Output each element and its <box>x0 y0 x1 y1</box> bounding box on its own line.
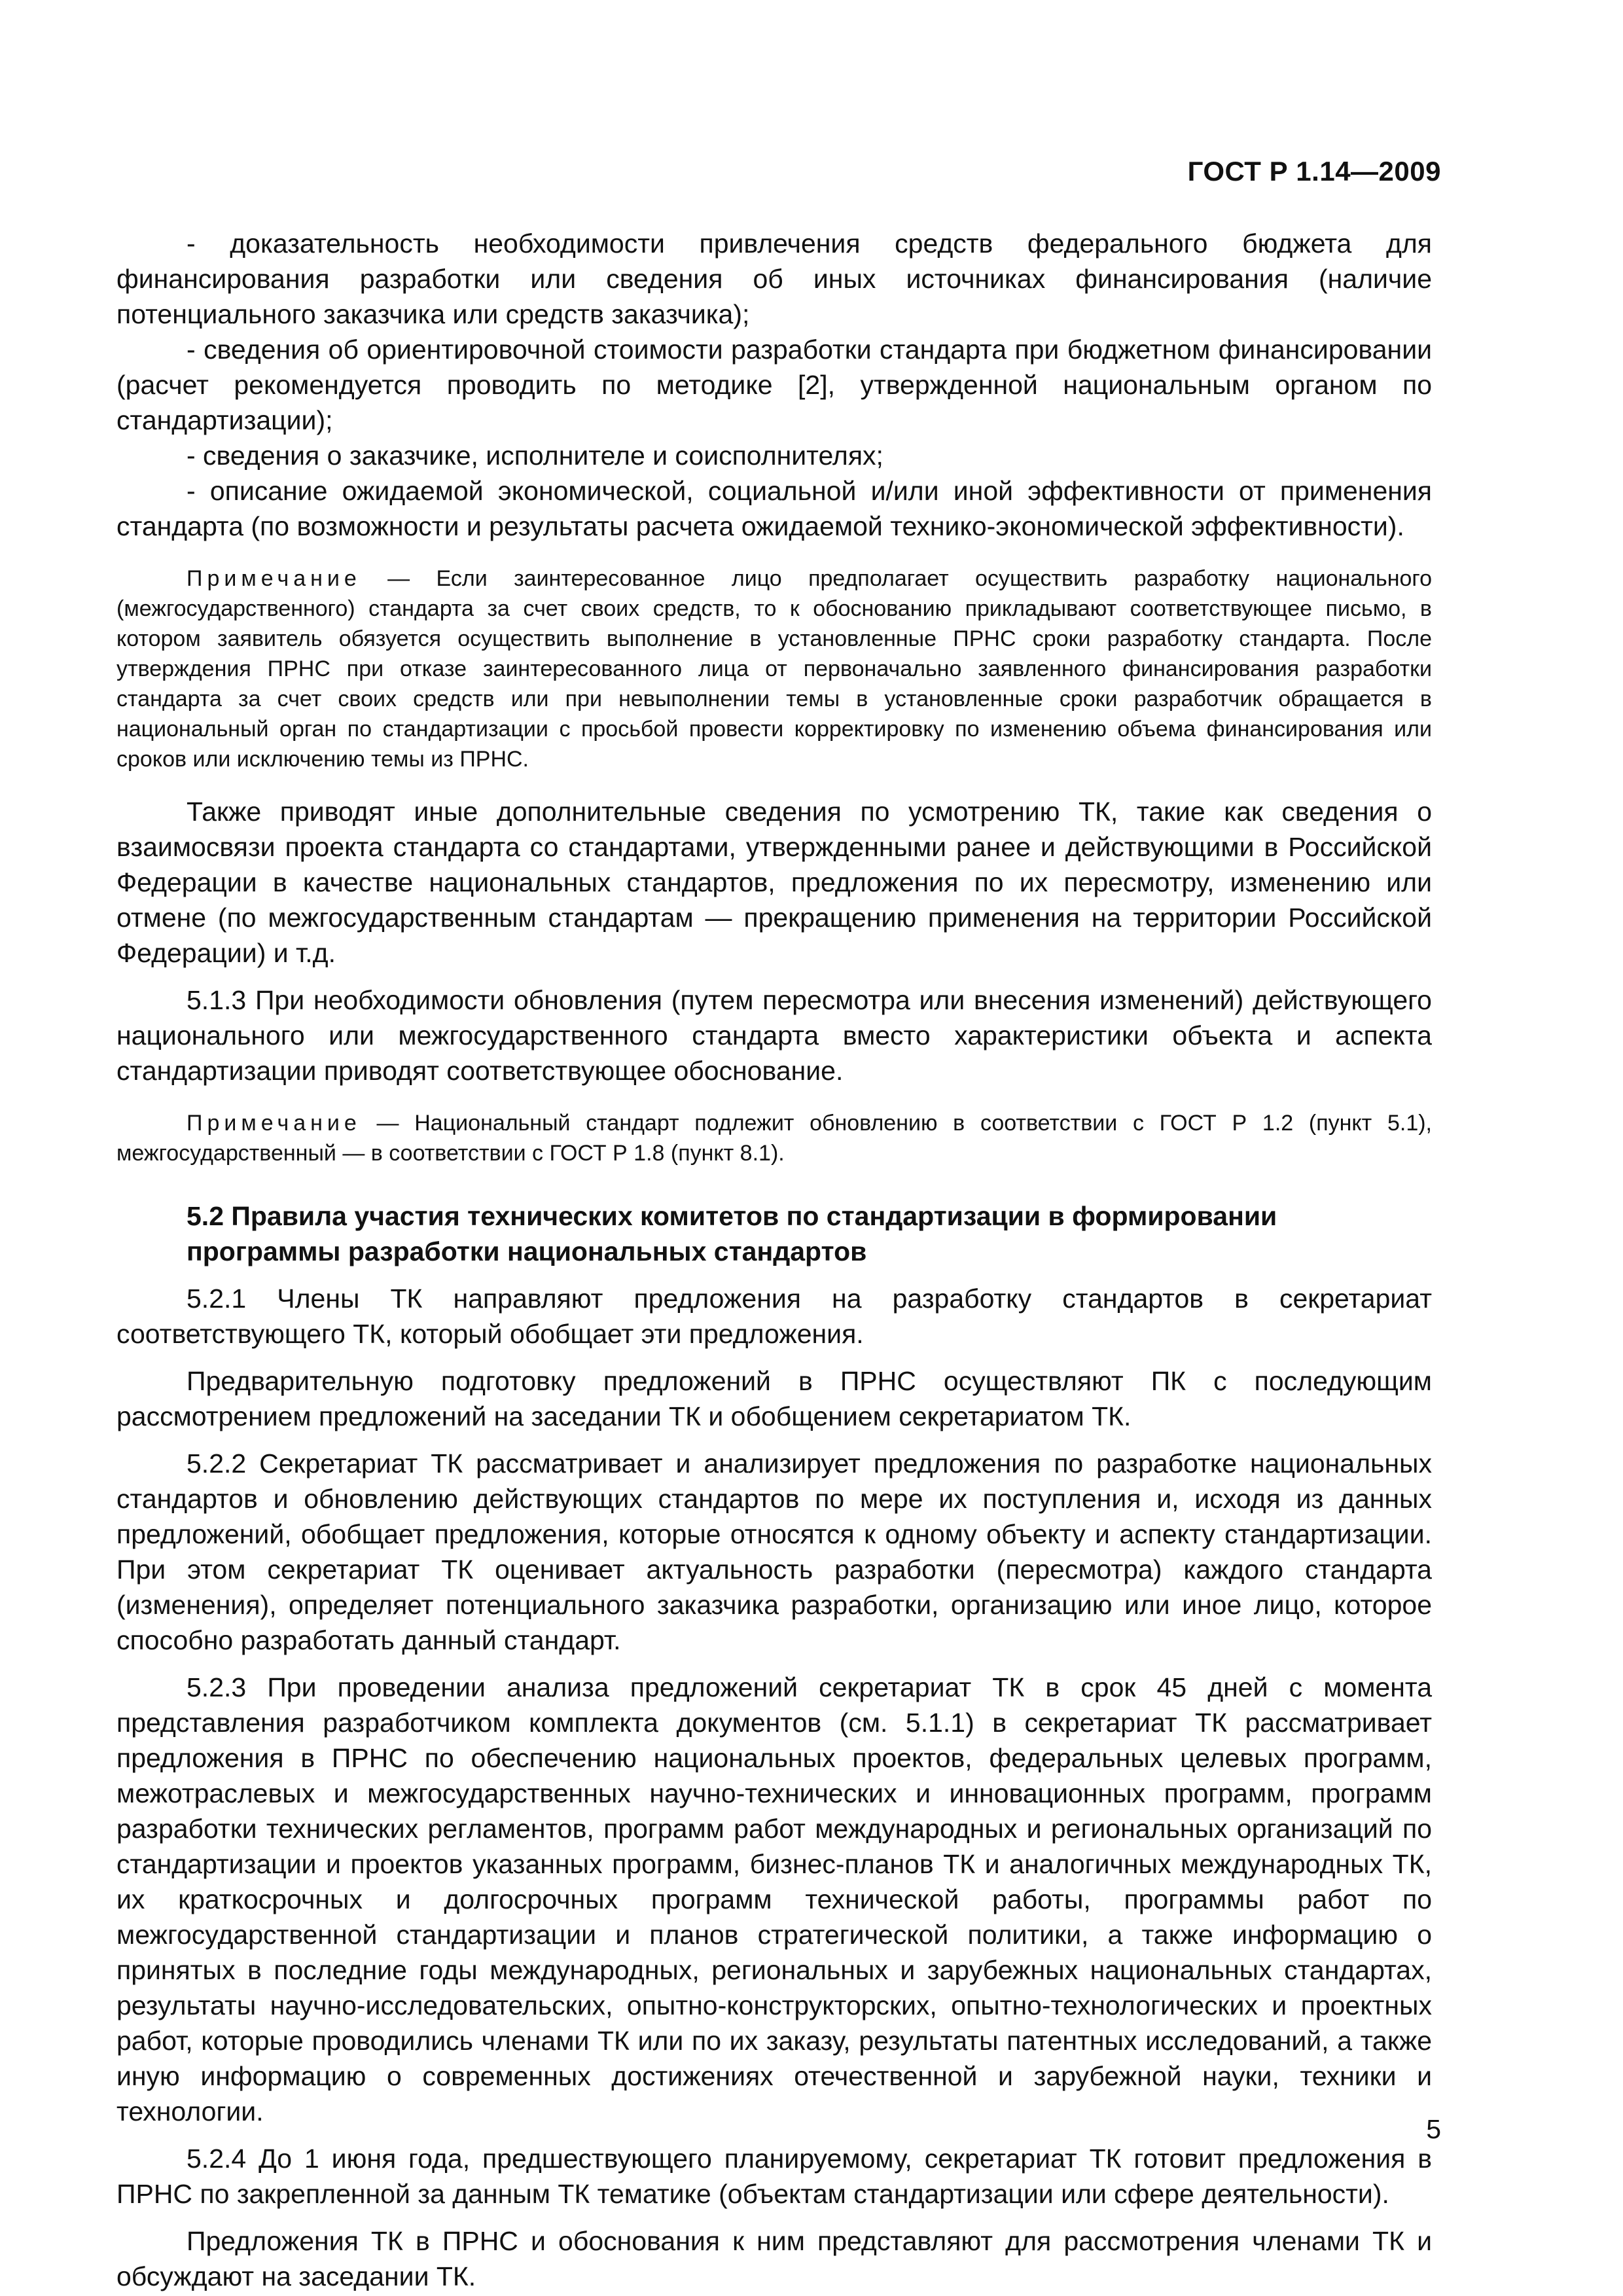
note-text: — Если заинтересованное лицо предполагает осуществить разработку национального (межгосударственного) стандарта за счет своих средств, то к обоснованию прикладывают соответствующее письмо, в котором заявитель обязуется осуществить выполнение в установленные ПРНС сроки разработку стандарта. После утверждения ПРНС при отказе заинтересованного лица от первоначально заявленного финансирования разработки стандарта за счет своих средств или при невыполнении темы в установленные сроки разработчик обращается в национальный орган по стандартизации с просьбой провести корректировку по изменению объема финансирования или сроков или исключению темы из ПРНС. <box>116 566 1432 772</box>
bullet-item: - доказательность необходимости привлечения средств федерального бюджета для финансирования разработки или сведения об иных источниках финансирования (наличие потенциального заказчика или средств заказчика); <box>116 228 1432 329</box>
paragraph-5-2-4: 5.2.4 До 1 июня года, предшествующего планируемому, секретариат ТК готовит предложения в ПРНС по закрепленной за данным ТК тематике (объектам стандартизации или сфере деятельности). <box>116 2144 1432 2209</box>
paragraph-5-2-3: 5.2.3 При проведении анализа предложений секретариат ТК в срок 45 дней с момента представления разработчиком комплекта документов (см. 5.1.1) в секретариат ТК рассматривает предложения в ПРНС по обеспечению национальных проектов, федеральных целевых программ, межотраслевых и межгосударственных научно-технических и инновационных программ, программ разработки технических регламентов, программ работ международных и региональных организаций по стандартизации и проектов указанных программ, бизнес-планов ТК и аналогичных международных ТК, их краткосрочных и долгосрочных программ технической работы, программы работ по межгосударственной стандартизации и планов стратегической политики, а также информацию о принятых в последние годы международных, региональных и зарубежных национальных стандартах, результаты научно-исследовательских, опытно-конструкторских, опытно-технологических и проектных работ, которые проводились членами ТК или по их заказу, результаты патентных исследований, а также иную информацию о современных достижениях отечественной и зарубежной науки, техники и технологии. <box>116 1672 1432 2126</box>
document-code-header: ГОСТ Р 1.14—2009 <box>1187 156 1441 187</box>
section-heading-line: 5.2 Правила участия технических комитетов по стандартизации в формировании <box>187 1201 1277 1231</box>
paragraph-5-2-1: 5.2.1 Члены ТК направляют предложения на разработку стандартов в секретариат соответствующего ТК, который обобщает эти предложения. <box>116 1283 1432 1349</box>
note-text: — Национальный стандарт подлежит обновлению в соответствии с ГОСТ Р 1.2 (пункт 5.1), межгосударственный — в соответствии с ГОСТ Р 1.8 (пункт 8.1). <box>116 1111 1432 1166</box>
note-paragraph <box>116 564 1432 774</box>
note-label: Примечание <box>187 566 361 591</box>
paragraph-5-2-2: 5.2.2 Секретариат ТК рассматривает и анализирует предложения по разработке национальных стандартов и обновлению действующих стандартов по мере их поступления и, исходя из данных предложений, обобщает предложения, которые относятся к одному объекту и аспекту стандартизации. При этом секретариат ТК оценивает актуальность разработки (пересмотра) каждого стандарта (изменения), определяет потенциального заказчика разработки, организацию или иное лицо, которое способно разработать данный стандарт. <box>116 1448 1432 1655</box>
note-paragraph <box>116 1108 1432 1168</box>
paragraph: Предварительную подготовку предложений в ПРНС осуществляют ПК с последующим рассмотрением предложений на заседании ТК и обобщением секретариатом ТК. <box>116 1366 1432 1431</box>
section-heading-line: программы разработки национальных стандартов <box>187 1236 867 1266</box>
bullet-item: - сведения об ориентировочной стоимости разработки стандарта при бюджетном финансировании (расчет рекомендуется проводить по методике [2], утвержденной национальным органом по стандартизации); <box>116 334 1432 435</box>
bullet-item: - описание ожидаемой экономической, социальной и/или иной эффективности от применения стандарта (по возможности и результаты расчета ожидаемой технико-экономической эффективности). <box>116 476 1432 541</box>
paragraph-additional-info: Также приводят иные дополнительные сведения по усмотрению ТК, такие как сведения о взаимосвязи проекта стандарта со стандартами, утвержденными ранее и действующими в Российской Федерации в качестве национальных стандартов, предложения по их пересмотру, изменению или отмене (по межгосударственным стандартам — прекращению применения на территории Российской Федерации) и т.д. <box>116 797 1432 968</box>
page-number: 5 <box>1426 2114 1441 2144</box>
section-heading-5-2 <box>116 1198 1432 1269</box>
paragraph: Предложения ТК в ПРНС и обоснования к ним представляют для рассмотрения членами ТК и обсуждают на заседании ТК. <box>116 2226 1432 2291</box>
note-label: Примечание <box>187 1111 361 1136</box>
paragraph-5-1-3: 5.1.3 При необходимости обновления (путем пересмотра или внесения изменений) действующего национального или межгосударственного стандарта вместо характеристики объекта и аспекта стандартизации приводят соответствующее обоснование. <box>116 985 1432 1086</box>
bullet-item: - сведения о заказчике, исполнителе и соисполнителях; <box>187 440 883 471</box>
page-content <box>116 226 1432 2294</box>
